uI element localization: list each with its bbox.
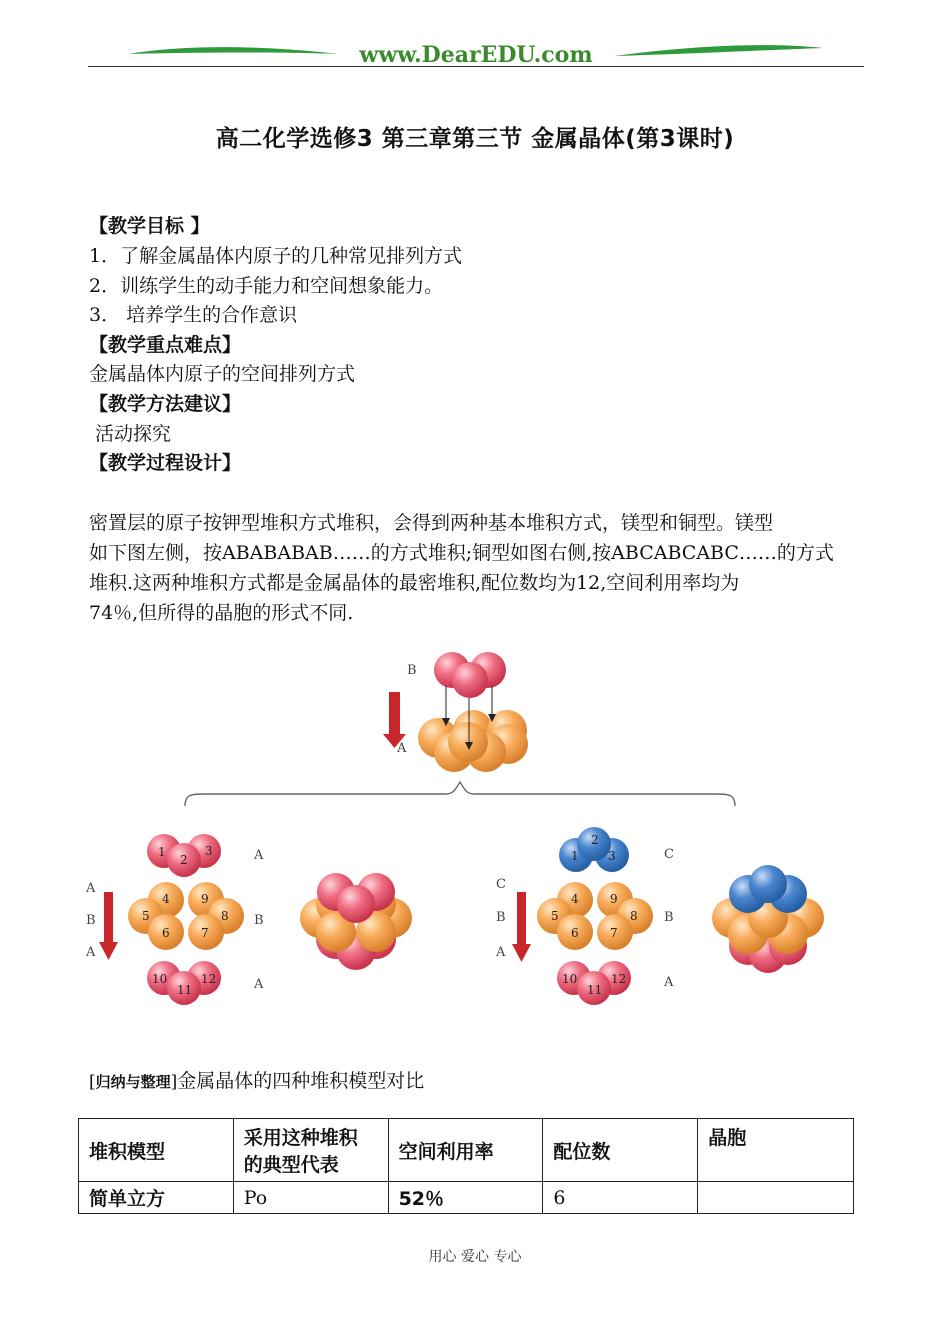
side-label: C: [496, 877, 506, 892]
red-arrow-shaft: [389, 692, 400, 736]
header-rule: [88, 66, 864, 67]
table-header-cell: 晶胞: [698, 1119, 854, 1182]
atom-number: 8: [630, 909, 638, 923]
atom-number: 2: [591, 833, 599, 847]
side-label: A: [496, 945, 506, 960]
summary-text: 金属晶体的四种堆积模型对比: [177, 1070, 425, 1092]
layer-label: B: [664, 910, 674, 925]
mg-type-stack: [85, 834, 264, 1005]
right-swoosh: [614, 45, 823, 56]
method-text: 活动探究: [89, 423, 172, 445]
layer-label: A: [664, 975, 674, 990]
atom-number: 9: [610, 892, 618, 906]
side-label: B: [496, 910, 506, 925]
page-footer: 用心 爱心 专心: [428, 1249, 522, 1265]
table-header-cell: [233, 1119, 388, 1182]
atom-number: 12: [201, 972, 217, 986]
paragraph-line: 如下图左侧，按ABABABAB……的方式堆积;铜型如图右侧,按ABCABCABC……的方式: [89, 542, 834, 564]
page-title: 高二化学选修3 第三章第三节 金属晶体(第3课时): [215, 126, 735, 152]
cu-type-stack: [495, 827, 674, 1005]
paragraph-line: 堆积.这两种堆积方式都是金属晶体的最密堆积,配位数均为12,空间利用率均为: [89, 572, 740, 594]
layer-label-b: B: [407, 663, 417, 678]
header-line: 的典型代表: [243, 1154, 339, 1176]
atom-number: 12: [611, 972, 627, 986]
cu-type-assembled: [712, 865, 824, 973]
atom-blue: [749, 865, 787, 903]
summary-close-bracket: ]: [170, 1072, 178, 1092]
atom-number: 2: [180, 853, 188, 867]
paragraph-line: 74％,但所得的晶胞的形式不同.: [89, 602, 354, 624]
atom-number: 6: [571, 926, 579, 940]
stacking-model-table: [78, 1118, 854, 1214]
table-cell: Po: [233, 1182, 388, 1214]
layer-label: C: [664, 847, 674, 862]
split-brace: [185, 782, 735, 806]
atom-number: 10: [152, 972, 168, 986]
atom-pink: [337, 885, 375, 923]
table-header-row: [79, 1119, 854, 1182]
atom-pink: [452, 662, 488, 698]
atom-number: 5: [142, 909, 150, 923]
objectives-heading: 【教学目标 】: [89, 215, 210, 237]
objective-item: 3． 培养学生的合作意识: [89, 304, 298, 326]
body-paragraph: [89, 508, 865, 628]
atom-number: 7: [610, 926, 618, 940]
red-arrow-shaft: [517, 892, 526, 946]
atom-number: 11: [177, 983, 193, 997]
side-label: A: [86, 881, 96, 896]
paragraph-line: 密置层的原子按钾型堆积方式堆积，会得到两种基本堆积方式，镁型和铜型。镁型: [89, 512, 774, 534]
table-header-cell: 配位数: [543, 1119, 698, 1182]
method-heading: 【教学方法建议】: [89, 393, 242, 415]
layer-label: A: [254, 848, 264, 863]
table-cell: [698, 1182, 854, 1214]
key-points-text: 金属晶体内原子的空间排列方式: [89, 363, 356, 385]
atom-number: 1: [158, 845, 166, 859]
site-logo-text: www.DearEDU.com: [359, 42, 593, 68]
layer-label: A: [254, 977, 264, 992]
objective-item: 2．训练学生的动手能力和空间想象能力。: [89, 275, 444, 297]
mg-type-assembled: [300, 873, 412, 970]
table-row: [79, 1182, 854, 1214]
table-cell: 简单立方: [79, 1182, 234, 1214]
key-points-heading: 【教学重点难点】: [89, 334, 242, 356]
left-swoosh: [128, 47, 338, 54]
summary-open-bracket: [: [89, 1072, 96, 1092]
table-header-cell: 堆积模型: [79, 1119, 234, 1182]
atom-number: 8: [221, 909, 229, 923]
atom-number: 9: [201, 892, 209, 906]
top-stack: [383, 652, 528, 772]
atom-number: 6: [162, 926, 170, 940]
table-cell: 52％: [388, 1182, 543, 1214]
side-label: A: [86, 945, 96, 960]
objective-item: 1．了解金属晶体内原子的几种常见排列方式: [89, 245, 463, 267]
atom-number: 5: [551, 909, 559, 923]
atom-number: 11: [587, 983, 603, 997]
atom-number: 7: [201, 926, 209, 940]
red-arrow-head: [99, 942, 118, 960]
side-label: B: [86, 913, 96, 928]
summary-tag: 归纳与整理: [95, 1073, 171, 1091]
summary-line: [89, 1066, 424, 1093]
table-header-cell: 空间利用率: [388, 1119, 543, 1182]
atom-number: 4: [571, 892, 579, 906]
process-heading: 【教学过程设计】: [89, 452, 242, 474]
red-arrow-head: [512, 944, 531, 962]
close-packing-diagram: [80, 648, 880, 1018]
table-cell: 6: [543, 1182, 698, 1214]
atom-number: 4: [162, 892, 170, 906]
atom-number: 10: [562, 972, 578, 986]
red-arrow-shaft: [104, 892, 113, 944]
header-line: 采用这种堆积: [243, 1127, 358, 1149]
atom-number: 3: [608, 849, 616, 863]
atom-number: 1: [571, 849, 579, 863]
atom-number: 3: [205, 844, 213, 858]
layer-label-a: A: [397, 741, 407, 756]
layer-label: B: [254, 913, 264, 928]
